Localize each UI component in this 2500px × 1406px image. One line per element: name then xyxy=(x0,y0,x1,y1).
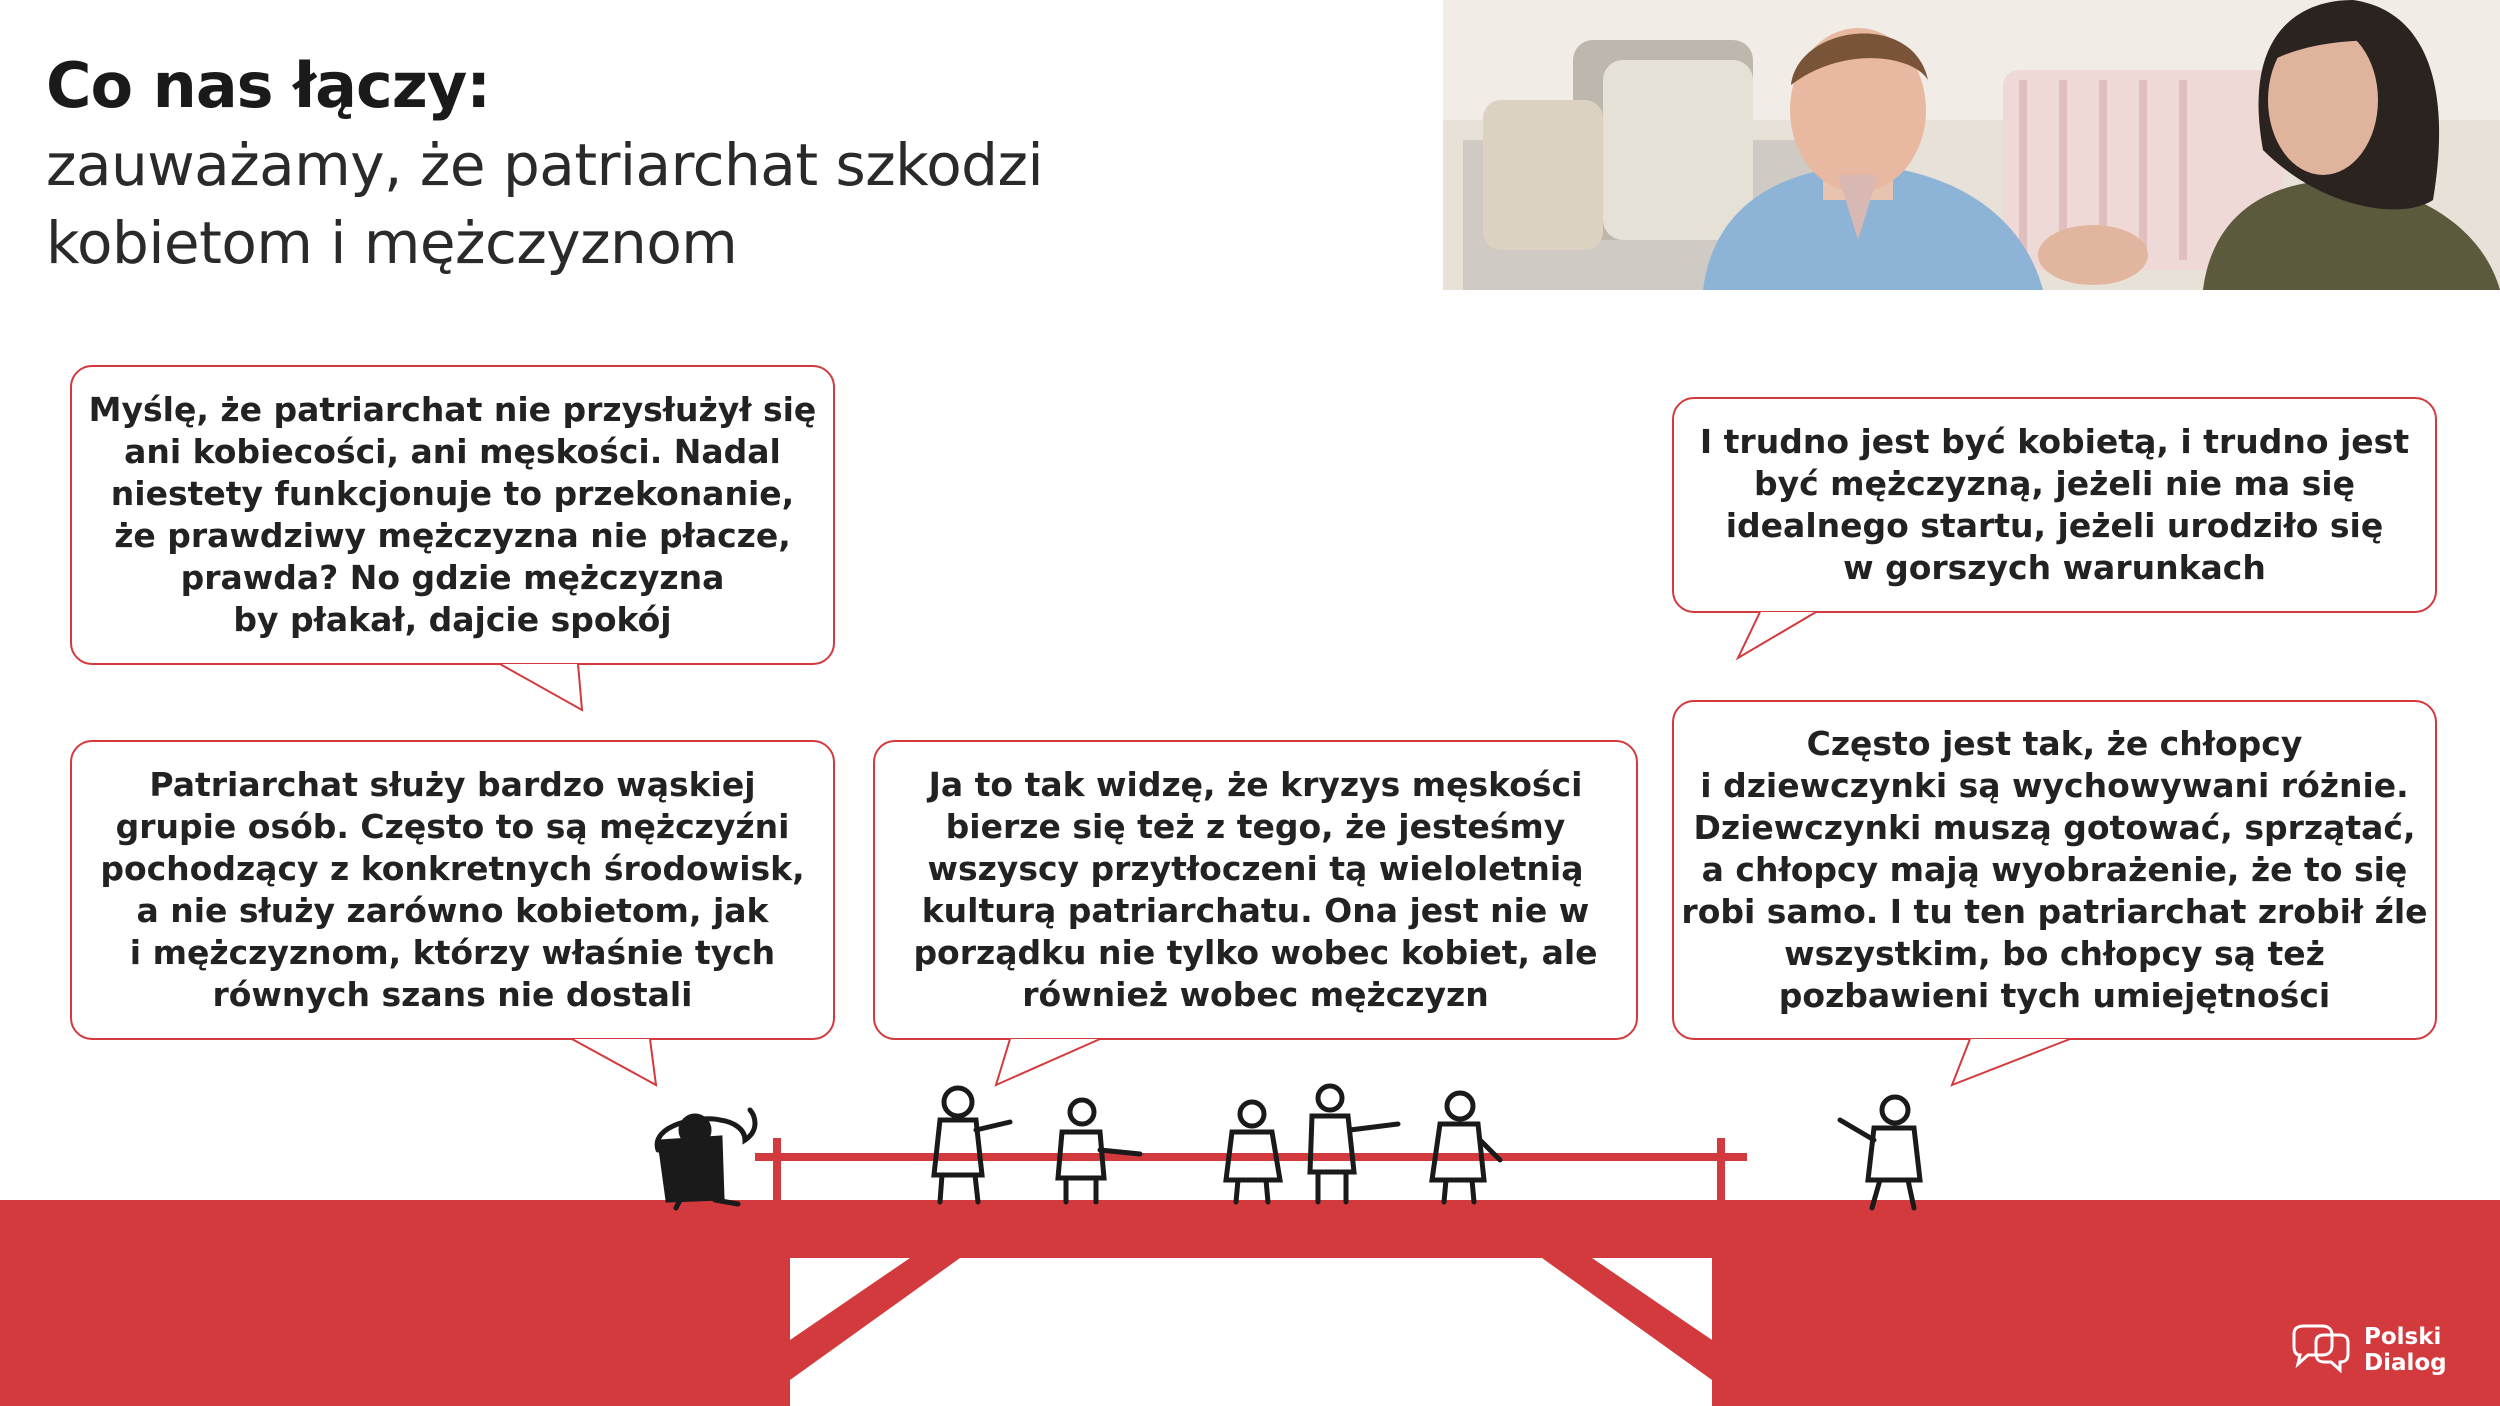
quote-text-1: Myślę, że patriarchat nie przysłużył się ani kobiecości, ani męskości. Nadal niestety funkcjonuje to przekonanie, że prawdziwy mężczyzna nie płacze, prawda? No gdzie mężczyzna by płakał, dajcie spokój xyxy=(88,390,817,639)
quote-text-5: Często jest tak, że chłopcy i dziewczynki są wychowywani różnie. Dziewczynki muszą gotować, sprzątać, a chłopcy mają wyobrażenie, że to się robi samo. I tu ten patriarchat zrobił źle wszystkim, bo chłopcy są też pozbawieni tych umiejętności xyxy=(1681,724,2428,1015)
people-figures-icon xyxy=(0,1080,2500,1406)
bubble-tail-2 xyxy=(1736,612,1836,662)
quote-text-3: Patriarchat służy bardzo wąskiej grupie osób. Często to są mężczyźni pochodzący z konkretnych środowisk, a nie służy zarówno kobietom, jak i mężczyznom, którzy właśnie tych równych szans nie dostali xyxy=(100,765,805,1014)
quote-bubble-5 xyxy=(1672,700,2437,1040)
quote-text-4: Ja to tak widzę, że kryzys męskości bierze się też z tego, że jesteśmy wszyscy przytłoczeni tą wieloletnią kulturą patriarchatu. Ona jest nie w porządku nie tylko wobec kobiet, ale również wobec mężczyzn xyxy=(913,765,1598,1014)
bubble-tail-1 xyxy=(500,664,600,714)
polski-dialog-logo xyxy=(2288,1324,2447,1376)
page-subtitle: zauważamy, że patriarchat szkodzi kobietom i mężczyznom xyxy=(46,131,1044,277)
quote-bubble-3 xyxy=(70,740,835,1040)
quote-text-2: I trudno jest być kobietą, i trudno jest być mężczyzną, jeżeli nie ma się idealnego startu, jeżeli urodziło się w gorszych warunkach xyxy=(1699,422,2410,587)
speech-bubbles-logo-icon xyxy=(2288,1324,2352,1376)
photo-of-couple xyxy=(1443,0,2500,290)
bridge-illustration xyxy=(0,1080,2500,1406)
quote-bubble-2 xyxy=(1672,397,2437,613)
quote-bubble-4 xyxy=(873,740,1638,1040)
logo-text: Polski Dialog xyxy=(2364,1324,2447,1376)
quote-bubble-1 xyxy=(70,365,835,665)
title-block xyxy=(46,46,1386,282)
page-title: Co nas łączy: xyxy=(46,49,491,122)
